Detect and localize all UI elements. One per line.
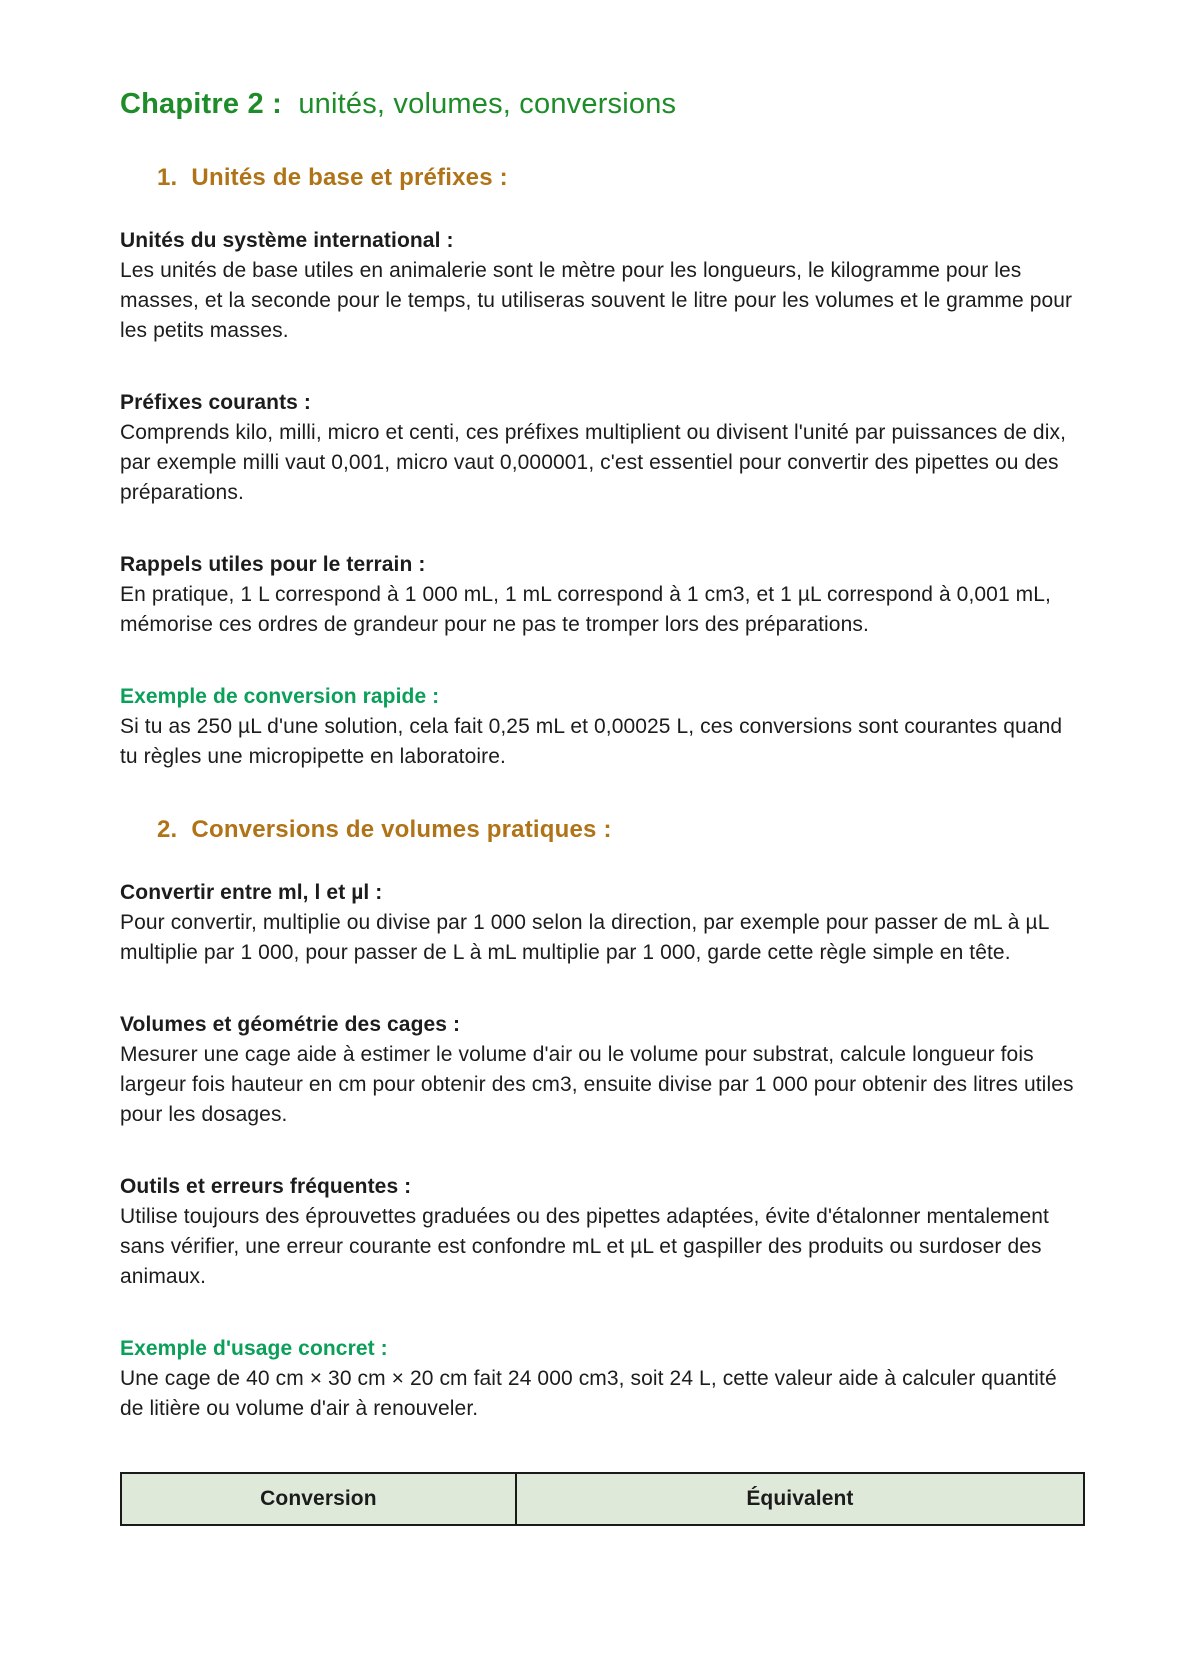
section-heading-2 (157, 814, 1085, 846)
text-block-convertir (120, 878, 1085, 968)
section-label: Conversions de volumes pratiques : (191, 816, 612, 843)
section-label: Unités de base et préfixes : (191, 164, 508, 191)
section-number: 1. (157, 164, 178, 191)
section-number: 2. (157, 816, 178, 843)
block-heading: Rappels utiles pour le terrain : (120, 553, 426, 576)
block-heading: Unités du système international : (120, 229, 454, 252)
table-header-row (121, 1473, 1084, 1525)
text-block-rappels (120, 550, 1085, 640)
text-block-example-conversion (120, 682, 1085, 772)
text-block-units-si (120, 226, 1085, 346)
block-paragraph: Si tu as 250 µL d'une solution, cela fait 0,25 mL et 0,00025 L, ces conversions sont courantes quand tu règles une micropipette en laboratoire. (120, 715, 1063, 768)
block-heading: Outils et erreurs fréquentes : (120, 1175, 412, 1198)
page-title (120, 86, 1085, 122)
text-block-volumes-cages (120, 1010, 1085, 1130)
text-block-outils-erreurs (120, 1172, 1085, 1292)
block-paragraph: Mesurer une cage aide à estimer le volume d'air ou le volume pour substrat, calcule longueur fois largeur fois hauteur en cm pour obtenir des cm3, ensuite divise par 1 000 pour obtenir des litres utiles pour les dosages. (120, 1043, 1074, 1126)
block-paragraph: Utilise toujours des éprouvettes graduées ou des pipettes adaptées, évite d'étalonner mentalement sans vérifier, une erreur courante est confondre mL et µL et gaspiller des produits ou surdoser des animaux. (120, 1205, 1049, 1288)
block-heading: Volumes et géométrie des cages : (120, 1013, 461, 1036)
block-heading: Convertir entre ml, l et µl : (120, 881, 383, 904)
block-paragraph: Une cage de 40 cm × 30 cm × 20 cm fait 24 000 cm3, soit 24 L, cette valeur aide à calculer quantité de litière ou volume d'air à renouveler. (120, 1367, 1057, 1420)
section-heading-1 (157, 162, 1085, 194)
table-header-equivalent: Équivalent (516, 1473, 1084, 1525)
block-paragraph: Comprends kilo, milli, micro et centi, ces préfixes multiplient ou divisent l'unité par puissances de dix, par exemple milli vaut 0,001, micro vaut 0,000001, c'est essentiel pour convertir des pipettes ou des préparations. (120, 421, 1067, 504)
block-heading-example: Exemple d'usage concret : (120, 1337, 388, 1360)
block-paragraph: Pour convertir, multiplie ou divise par 1 000 selon la direction, par exemple pour passer de mL à µL multiplie par 1 000, pour passer de L à mL multiplie par 1 000, garde cette règle simple en tête. (120, 911, 1049, 964)
text-block-example-usage (120, 1334, 1085, 1424)
block-paragraph: En pratique, 1 L correspond à 1 000 mL, 1 mL correspond à 1 cm3, et 1 µL correspond à 0,001 mL, mémorise ces ordres de grandeur pour ne pas te tromper lors des préparations. (120, 583, 1051, 636)
chapter-title-regular: unités, volumes, conversions (298, 88, 677, 120)
conversion-table (120, 1472, 1085, 1526)
block-heading: Préfixes courants : (120, 391, 311, 414)
block-heading-example: Exemple de conversion rapide : (120, 685, 440, 708)
chapter-title-bold: Chapitre 2 : (120, 88, 282, 120)
table-header-conversion: Conversion (121, 1473, 516, 1525)
text-block-prefixes (120, 388, 1085, 508)
block-paragraph: Les unités de base utiles en animalerie sont le mètre pour les longueurs, le kilogramme pour les masses, et la seconde pour le temps, tu utiliseras souvent le litre pour les volumes et le gramme pour les petits masses. (120, 259, 1073, 342)
